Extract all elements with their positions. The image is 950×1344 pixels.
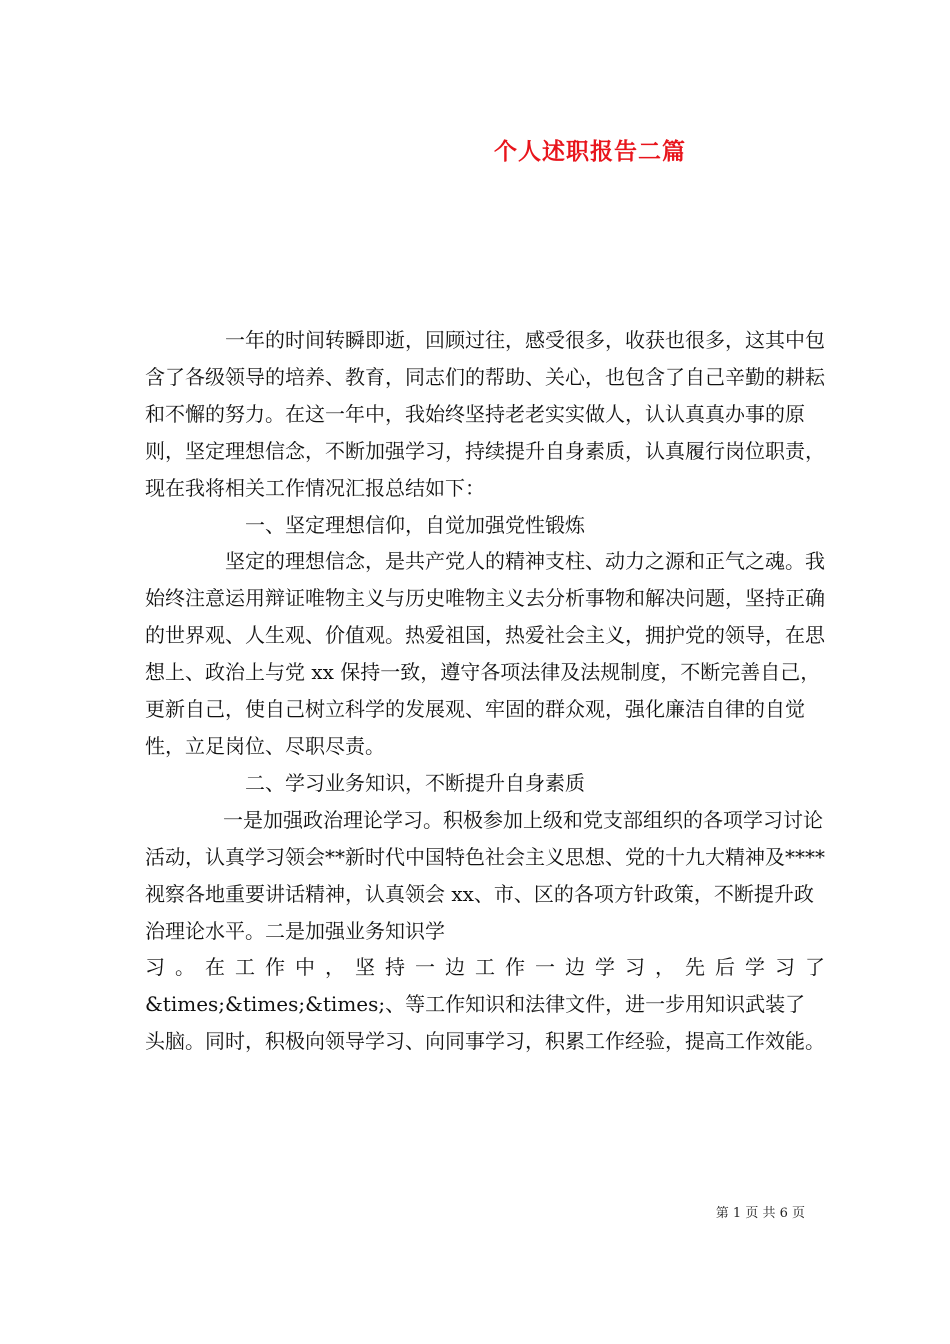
document-body bbox=[145, 322, 825, 1060]
section-1-paragraph: 坚定的理想信念，是共产党人的精神支柱、动力之源和正气之魂。我始终注意运用辩证唯物主义与历史唯物主义去分析事物和解决问题，坚持正确的世界观、人生观、价值观。热爱祖国，热爱社会主义，拥护党的领导，在思想上、政治上与党 xx 保持一致，遵守各项法律及法规制度，不断完善自己，更新自己，使自己树立科学的发展观、牢固的群众观，强化廉洁自律的自觉性，立足岗位、尽职尽责。 bbox=[145, 549, 825, 758]
section-2-continuation: &times;&times;&times;、等工作知识和法律文件，进一步用知识武装了头脑。同时，积极向领导学习、向同事学习，积累工作经验，提高工作效能。 bbox=[145, 992, 825, 1054]
section-heading-1: 一、坚定理想信仰，自觉加强党性锻炼 bbox=[245, 512, 585, 537]
page-number-footer: 第 1 页 共 6 页 bbox=[715, 1206, 805, 1221]
intro-paragraph: 一年的时间转瞬即逝，回顾过往，感受很多，收获也很多，这其中包含了各级领导的培养、教育，同志们的帮助、关心，也包含了自己辛勤的耕耘和不懈的努力。在这一年中，我始终坚持老老实实做人，认认真真办事的原则，坚定理想信念，不断加强学习，持续提升自身素质，认真履行岗位职责，现在我将相关工作情况汇报总结如下： bbox=[145, 328, 825, 500]
section-2-spread-line: 习。在工作中，坚持一边工作一边学习，先后学习了 bbox=[145, 955, 825, 980]
section-2-paragraph: 一是加强政治理论学习。积极参加上级和党支部组织的各项学习讨论活动，认真学习领会**新时代中国特色社会主义思想、党的十九大精神及****视察各地重要讲话精神，认真领会 xx、市、区的各项方针政策，不断提升政治理论水平。二是加强业务知识学 bbox=[145, 807, 825, 943]
section-heading-2: 二、学习业务知识，不断提升自身素质 bbox=[245, 770, 585, 795]
page-title: 个人述职报告二篇 bbox=[494, 138, 686, 165]
